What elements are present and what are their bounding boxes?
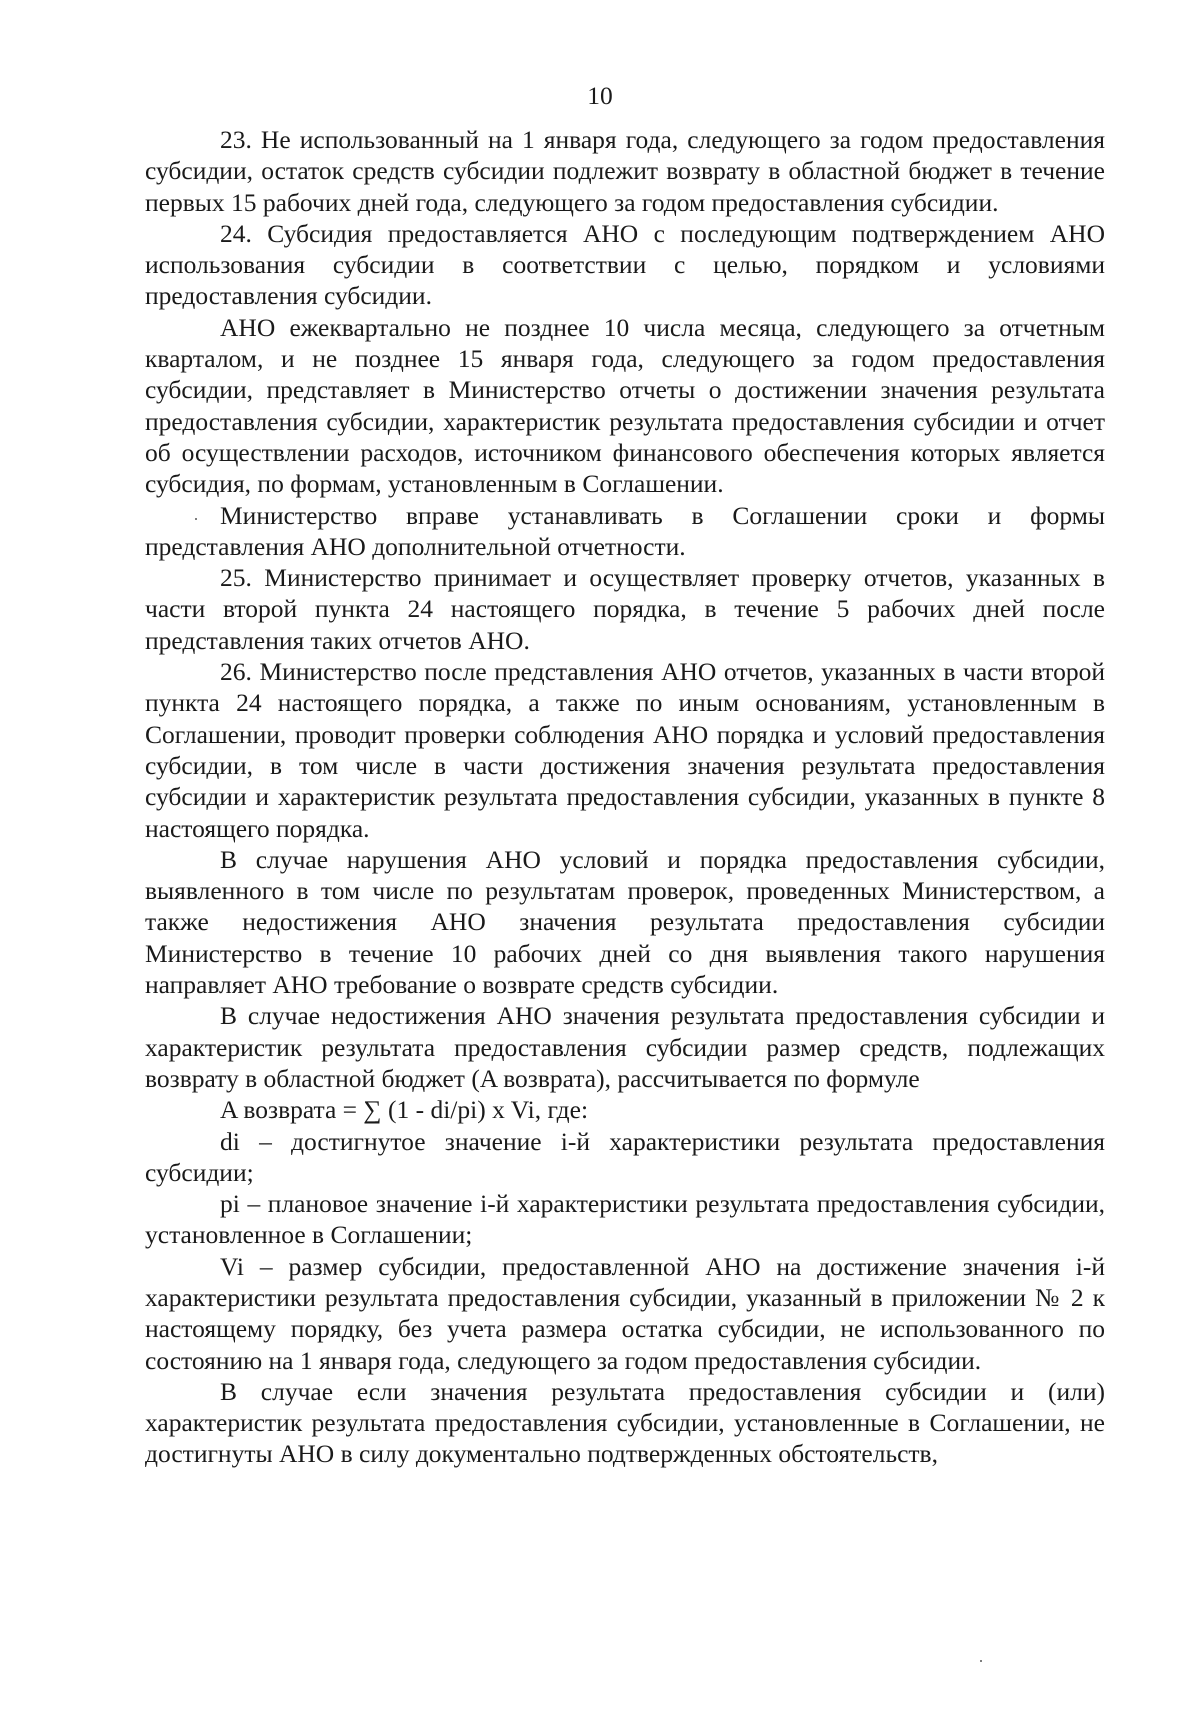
paragraph-reporting: АНО ежеквартально не позднее 10 числа месяца, следующего за отчетным кварталом, и не позднее 15 января года, следующего за годом предоставления субсидии, представляет в Министерство отчеты о достижении значения результата предоставления субсидии, характеристик результата предоставления субсидии и отчет об осуществлении расходов, источником финансового обеспечения которых является субсидия, по формам, установленным в Соглашении.	[145, 312, 1105, 499]
paragraph-item-23: 23. Не использованный на 1 января года, следующего за годом предоставления субсидии, остаток средств субсидии подлежит возврату в областной бюджет в течение первых 15 рабочих дней года, следующего за годом предоставления субсидии.	[145, 125, 1105, 217]
definition-vi: Vi – размер субсидии, предоставленной АНО на достижение значения i-й характеристики результата предоставления субсидии, указанный в приложении № 2 к настоящему порядку, без учета размера остатка субсидии, не использованного по состоянию на 1 января года, следующего за годом предоставления субсидии.	[145, 1251, 1105, 1375]
scan-speck	[980, 1660, 982, 1662]
paragraph-item-25: 25. Министерство принимает и осуществляет проверку отчетов, указанных в части второй пункта 24 настоящего порядка, в течение 5 рабочих дней после представления таких отчетов АНО.	[145, 563, 1105, 655]
paragraph-item-24: 24. Субсидия предоставляется АНО с последующим подтверждением АНО использования субсидии в соответствии с целью, порядком и условиями предоставления субсидии.	[145, 218, 1105, 311]
document-body	[145, 124, 1105, 1470]
scan-speck	[195, 518, 197, 520]
page-number: 10	[587, 81, 613, 110]
definition-pi: pi – плановое значение i-й характеристики результата предоставления субсидии, установленное в Соглашении;	[145, 1189, 1105, 1250]
paragraph-violation: В случае нарушения АНО условий и порядка предоставления субсидии, выявленного в том числе по результатам проверок, проведенных Министерством, а также недостижения АНО значения результата предоставления субсидии Министерство в течение 10 рабочих дней со дня выявления такого нарушения направляет АНО требование о возврате средств субсидии.	[145, 844, 1105, 1000]
definition-di: di – достигнутое значение i-й характеристики результата предоставления субсидии;	[145, 1126, 1105, 1187]
paragraph-continuation: В случае если значения результата предоставления субсидии и (или) характеристик результата предоставления субсидии, установленные в Соглашении, не достигнуты АНО в силу документально подтвержденных обстоятельств,	[145, 1376, 1105, 1469]
paragraph-refund-calculation: В случае недостижения АНО значения результата предоставления субсидии и характеристик результата предоставления субсидии размер средств, подлежащих возврату в областной бюджет (A возврата), рассчитывается по формуле	[145, 1001, 1105, 1093]
paragraph-item-26: 26. Министерство после представления АНО отчетов, указанных в части второй пункта 24 настоящего порядка, а также по иным основаниям, установленным в Соглашении, проводит проверки соблюдения АНО порядка и условий предоставления субсидии, в том числе в части достижения значения результата предоставления субсидии и характеристик результата предоставления субсидии, указанных в пункте 8 настоящего порядка.	[145, 657, 1105, 843]
paragraph-additional-reporting: Министерство вправе устанавливать в Соглашении сроки и формы представления АНО дополнительной отчетности.	[145, 500, 1105, 561]
refund-formula: A возврата = ∑ (1 - di/pi) x Vi, где:	[220, 1095, 589, 1125]
